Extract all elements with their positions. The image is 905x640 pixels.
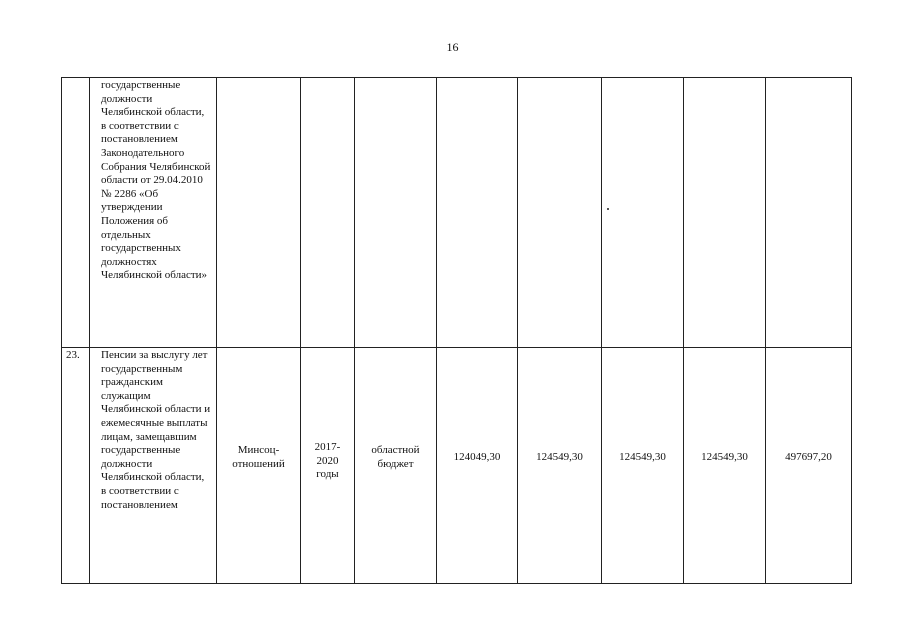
table-row [62,78,852,348]
amount-total: 497697,20 [785,450,832,463]
amount-total [766,78,852,348]
amount-year-1 [437,78,518,348]
amount-year-3 [602,78,684,348]
row-number [62,78,90,348]
period: 2017-2020 годы [314,441,341,481]
funding-source [355,78,437,348]
executor [217,78,301,348]
amount-year-4: 124549,30 [701,450,748,463]
executor: Минсоц-отношений [232,443,285,470]
event-name: государственные должности Челябинской области, в соответствии с постановлением Законодательного Собрания Челябинской области от 29.04.2010 № 2286 «Об утверждении Положения об отдельных государственных должностях Челябинской области» [90,78,217,348]
event-name: Пенсии за выслугу лет государственным гражданским служащим Челябинской области и ежемесячные выплаты лицам, замещавшим государственные должности Челябинской области, в соответствии с постановлением [90,348,217,584]
page-number: 16 [446,40,459,54]
scan-speck [607,208,609,210]
row-number: 23. [62,348,90,584]
amount-year-2: 124549,30 [536,450,583,463]
table-row [62,348,852,584]
amount-year-2 [518,78,602,348]
funding-source: областной бюджет [371,443,420,470]
amount-year-3: 124549,30 [619,450,666,463]
amount-year-4 [684,78,766,348]
program-table [61,77,852,584]
amount-year-1: 124049,30 [453,450,501,463]
period [301,78,355,348]
